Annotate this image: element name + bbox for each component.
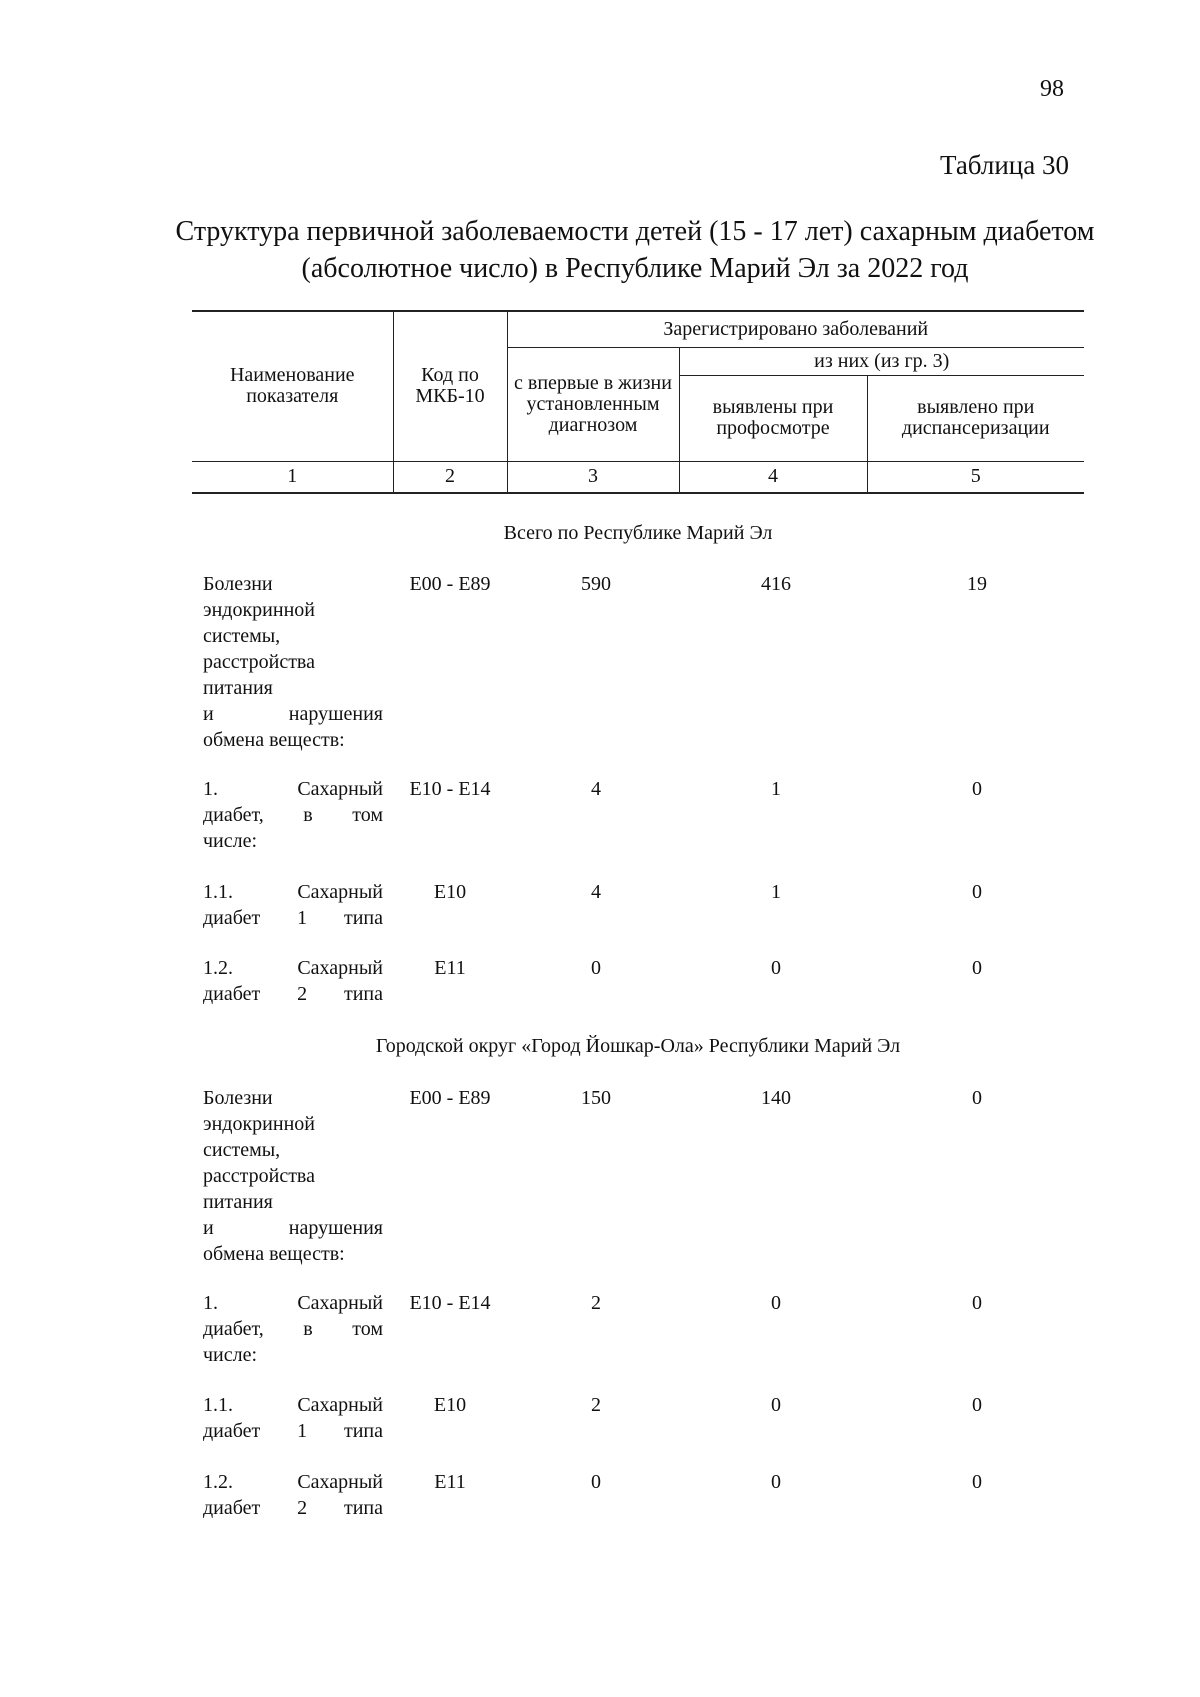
row-name: 1. Сахарный диабет, в том числе: xyxy=(203,778,383,852)
row-checkup: 416 xyxy=(761,573,791,595)
section-title: Всего по Республике Марий Эл xyxy=(503,522,773,544)
header-first-diagnosis: с впервые в жизни установленным диагнозом xyxy=(507,347,679,461)
header-number-3: 3 xyxy=(507,461,679,493)
section-title: Городской округ «Город Йошкар-Ола» Республики Марий Эл xyxy=(375,1035,901,1057)
header-code: Код по МКБ-10 xyxy=(393,311,507,461)
row-name: Болезни эндокринной системы, расстройства питания и нарушения обмена веществ: xyxy=(203,1087,383,1265)
header-of-them: из них (из гр. 3) xyxy=(679,347,1084,375)
document-title: Структура первичной заболеваемости детей (15 - 17 лет) сахарным диабетом (абсолютное число) в Республике Марий Эл за 2022 год xyxy=(175,216,1095,284)
header-number-2: 2 xyxy=(393,461,507,493)
row-code: E10 - E14 xyxy=(409,1292,491,1314)
row-name: 1.2. Сахарный диабет 2 типа xyxy=(203,957,383,1005)
row-first-diagnosis: 2 xyxy=(591,1394,601,1416)
header-checkup: выявлены при профосмотре xyxy=(679,375,867,461)
row-dispensary: 0 xyxy=(972,1471,982,1493)
row-code: E10 xyxy=(433,881,467,903)
header-name: Наименование показателя xyxy=(192,311,393,461)
header-number-5: 5 xyxy=(867,461,1084,493)
row-checkup: 1 xyxy=(771,778,781,800)
row-checkup: 0 xyxy=(771,1394,781,1416)
row-name: 1.1. Сахарный диабет 1 типа xyxy=(203,881,383,929)
table-label: Таблица 30 xyxy=(940,150,1069,180)
row-code: E00 - E89 xyxy=(409,573,491,595)
row-first-diagnosis: 0 xyxy=(591,957,601,979)
header-registered: Зарегистрировано заболеваний xyxy=(507,311,1084,347)
row-checkup: 140 xyxy=(761,1087,791,1109)
row-name: 1. Сахарный диабет, в том числе: xyxy=(203,1292,383,1366)
row-name: 1.1. Сахарный диабет 1 типа xyxy=(203,1394,383,1442)
row-code: E10 xyxy=(433,1394,467,1416)
row-checkup: 0 xyxy=(771,957,781,979)
row-code: E11 xyxy=(434,957,466,979)
row-first-diagnosis: 4 xyxy=(591,881,601,903)
row-code: E11 xyxy=(434,1471,466,1493)
row-dispensary: 0 xyxy=(972,881,982,903)
row-first-diagnosis: 150 xyxy=(581,1087,611,1109)
row-checkup: 0 xyxy=(771,1471,781,1493)
row-code: E00 - E89 xyxy=(409,1087,491,1109)
row-code: E10 - E14 xyxy=(409,778,491,800)
row-dispensary: 0 xyxy=(972,957,982,979)
row-first-diagnosis: 4 xyxy=(591,778,601,800)
row-dispensary: 0 xyxy=(972,1394,982,1416)
row-dispensary: 0 xyxy=(972,1087,982,1109)
row-first-diagnosis: 0 xyxy=(591,1471,601,1493)
table-header xyxy=(192,310,1084,494)
row-first-diagnosis: 590 xyxy=(581,573,611,595)
header-dispensary: выявлено при диспансеризации xyxy=(867,375,1084,461)
header-number-1: 1 xyxy=(192,461,393,493)
row-name: 1.2. Сахарный диабет 2 типа xyxy=(203,1471,383,1519)
row-dispensary: 0 xyxy=(972,778,982,800)
row-name: Болезни эндокринной системы, расстройства питания и нарушения обмена веществ: xyxy=(203,573,383,751)
row-first-diagnosis: 2 xyxy=(591,1292,601,1314)
row-dispensary: 19 xyxy=(967,573,987,595)
page-number: 98 xyxy=(1040,76,1064,102)
row-checkup: 1 xyxy=(771,881,781,903)
row-checkup: 0 xyxy=(771,1292,781,1314)
header-number-4: 4 xyxy=(679,461,867,493)
row-dispensary: 0 xyxy=(972,1292,982,1314)
